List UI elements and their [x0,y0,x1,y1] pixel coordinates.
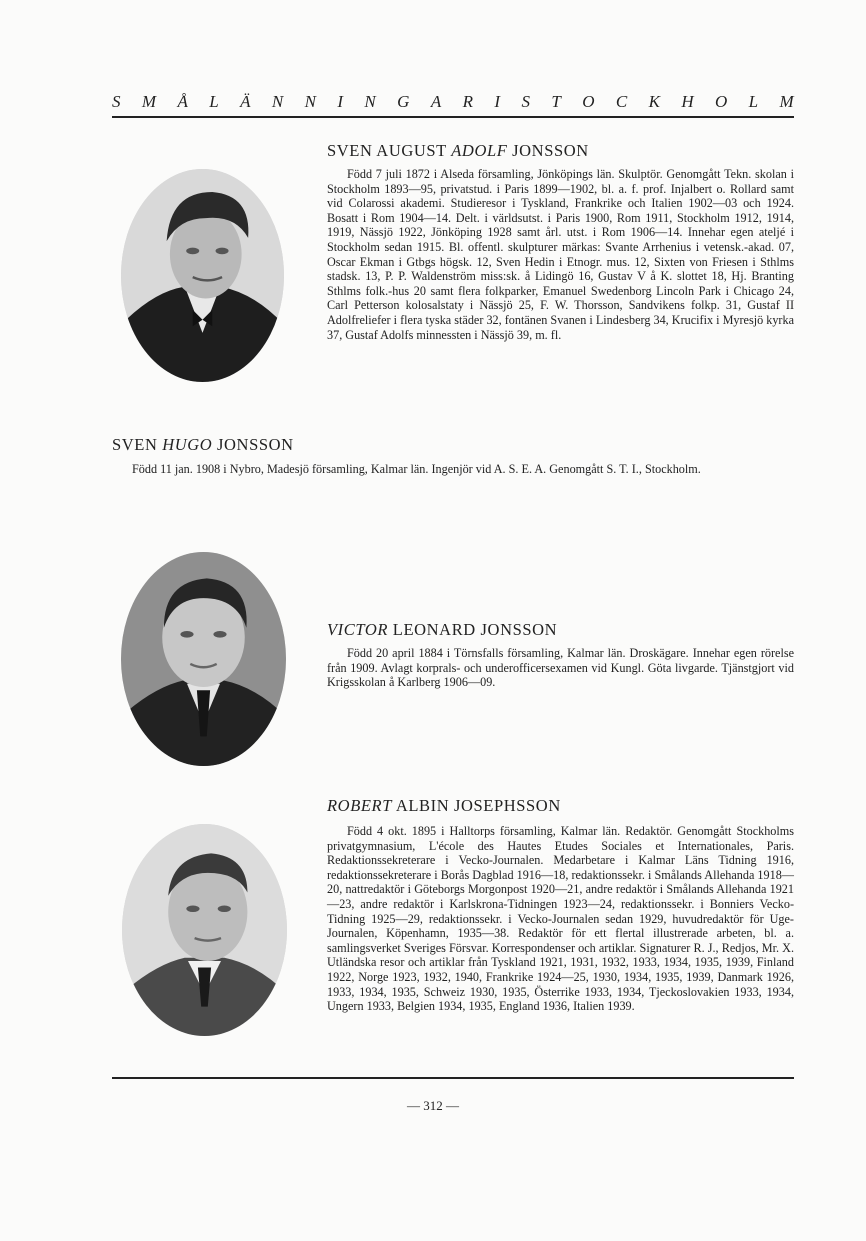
entry-name-sven-august-adolf-jonsson: SVEN AUGUST ADOLF JONSSON [327,141,589,160]
running-head-letter: I [337,92,344,111]
running-head-letter: G [397,92,410,111]
running-head-letter: R [462,92,473,111]
running-head-letter: O [715,92,728,111]
portrait-victor-leonard-jonsson [121,552,286,766]
running-head-letter: H [681,92,694,111]
footer-rule [112,1077,794,1079]
header-rule [112,116,794,118]
running-head-letter: N [304,92,316,111]
running-head-letter: Ä [240,92,251,111]
running-head-letter: M [141,92,157,111]
running-head-letter: K [648,92,660,111]
running-head-letter: N [364,92,376,111]
entry-bio-victor-leonard-jonsson: Född 20 april 1884 i Törnsfalls församling, Kalmar län. Droskägare. Innehar egen rörelse från 1909. Avlagt korprals- och underofficersexamen vid Kungl. Göta livgarde. Tjänstgjort vid Krigsskolan å Karlberg 1906—09. [327,646,794,690]
entry-bio-sven-hugo-jonsson: Född 11 jan. 1908 i Nybro, Madesjö församling, Kalmar län. Ingenjör vid A. S. E. A. Genomgått S. T. I., Stockholm. [132,462,701,476]
entry-name-sven-hugo-jonsson: SVEN HUGO JONSSON [112,435,294,454]
running-head-letter: L [748,92,759,111]
running-head-letter: Å [177,92,188,111]
running-head [112,92,794,112]
running-head-letter: A [430,92,442,111]
running-head-letter: C [615,92,628,111]
running-head-letter: M [779,92,794,111]
running-head-letter: O [582,92,595,111]
running-head-letter: T [551,92,561,111]
running-head-letter: I [494,92,501,111]
running-head-letter: S [521,92,530,111]
portrait-sven-august-adolf-jonsson [121,169,284,382]
page-number: — 312 — [407,1098,459,1113]
entry-name-robert-albin-josephsson: ROBERT ALBIN JOSEPHSSON [327,796,561,815]
portrait-robert-albin-josephsson [122,824,287,1036]
running-head-letter: L [209,92,219,111]
running-head-letter: S [112,92,121,111]
entry-bio-sven-august-adolf-jonsson: Född 7 juli 1872 i Alseda församling, Jönköpings län. Skulptör. Genomgått Tekn. skolan i Stockholm 1893—95, privatstud. i Paris 1899—1902, bl. a. f. prof. Injalbert o. Rollard samt vid Colarossi akademi. Studieresor i Tyskland, Frankrike och Italien 1902—03 och 1924. Bosatt i Rom 1904—14. Delt. i världsutst. i Paris 1900, Rom 1911, Stockholm 1912, 1914, 1919, Nässjö 1922, Jönköping 1928 samt årl. utst. i Rom 1906—14. Innehar egen ateljé i Stockholm sedan 1915. Bl. offentl. skulpturer märkas: Svante Arrhenius i vetensk.-akad. 07, Oscar Ekman i Gtbgs högsk. 12, Sven Hedin i Etnogr. mus. 12, Sixten von Friesen i Sthlms stadsk. 13, P. P. Waldenström miss:sk. å Lidingö 16, Gustav V å K. slottet 18, Hj. Branting Sthlms folk.-hus 20 samt flera folkparker, Emanuel Swedenborg Lincoln Park i Chicago 24, Carl Petterson kolosalstaty i Nässjö 25, F. W. Thorsson, Sandvikens folkp. 31, Gustaf II Adolfreliefer i flera tyska städer 32, fontänen Svanen i Lindesberg 34, Krucifix i Myresjö kyrka 37, Gustaf Adolfs minnessten i Nässjö 39, m. fl. [327,167,794,342]
entry-bio-robert-albin-josephsson: Född 4 okt. 1895 i Halltorps församling, Kalmar län. Redaktör. Genomgått Stockholms privatgymnasium, L'école des Hautes Etudes Sociales et Internationales, Paris. Redaktionssekreterare i Vecko-Journalen. Medarbetare i Kalmar Läns Tidning 1916, redaktionssekreterare i Borås Dagblad 1916—18, redaktionssekr. i Smålands Allehanda 1918—20, nattredaktör i Göteborgs Morgonpost 1920—21, andre redaktör i Smålands Allehanda 1921—23, andre redaktör i Karlskrona-Tidningen 1923—24, redaktionssekr. i Bonniers Vecko-Tidning 1925—29, redaktionssekr. i Vecko-Journalen sedan 1929, huvudredaktör för Uge-Journalen, Köpenhamn, 1935—38. Redaktör för ett flertal illustrerade arbeten, bl. a. samlingsverket Sveriges Försvar. Korrespondenser och artiklar. Signaturer R. J., Redjos, Mr. X. Utländska resor och artiklar från Tyskland 1921, 1931, 1932, 1933, 1934, 1935, 1939, Finland 1922, Norge 1923, 1932, 1940, Frankrike 1924—25, 1930, 1934, 1935, 1939, Danmark 1926, 1933, 1934, 1935, Schweiz 1930, 1935, Österrike 1933, 1934, Tjeckoslovakien 1933, 1934, Ungern 1933, Belgien 1934, 1935, England 1936, Italien 1939. [327,824,794,1014]
running-head-letter: N [271,92,284,111]
entry-name-victor-leonard-jonsson: VICTOR LEONARD JONSSON [327,620,558,639]
